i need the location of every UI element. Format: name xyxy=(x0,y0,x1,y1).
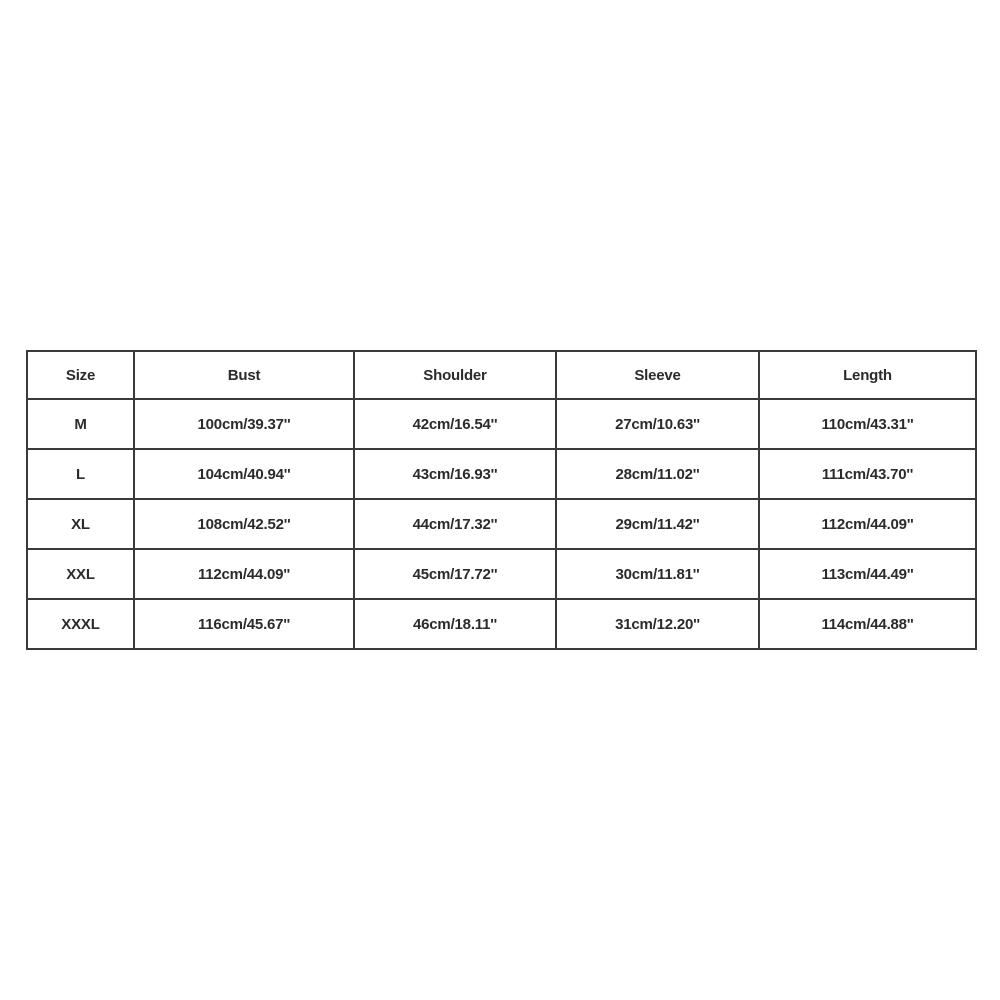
cell-sleeve: 30cm/11.81'' xyxy=(556,549,759,599)
table-row xyxy=(27,549,976,599)
cell-shoulder: 42cm/16.54'' xyxy=(354,399,556,449)
header-bust: Bust xyxy=(134,351,354,399)
header-shoulder: Shoulder xyxy=(354,351,556,399)
table-row xyxy=(27,449,976,499)
size-chart-table xyxy=(26,350,977,650)
cell-bust: 104cm/40.94'' xyxy=(134,449,354,499)
header-length: Length xyxy=(759,351,976,399)
cell-length: 112cm/44.09'' xyxy=(759,499,976,549)
cell-sleeve: 29cm/11.42'' xyxy=(556,499,759,549)
table-row xyxy=(27,399,976,449)
cell-bust: 100cm/39.37'' xyxy=(134,399,354,449)
cell-length: 110cm/43.31'' xyxy=(759,399,976,449)
table-row xyxy=(27,499,976,549)
cell-shoulder: 46cm/18.11'' xyxy=(354,599,556,649)
header-size: Size xyxy=(27,351,134,399)
cell-length: 113cm/44.49'' xyxy=(759,549,976,599)
cell-shoulder: 43cm/16.93'' xyxy=(354,449,556,499)
cell-sleeve: 27cm/10.63'' xyxy=(556,399,759,449)
cell-size: XXL xyxy=(27,549,134,599)
header-sleeve: Sleeve xyxy=(556,351,759,399)
cell-bust: 116cm/45.67'' xyxy=(134,599,354,649)
cell-shoulder: 45cm/17.72'' xyxy=(354,549,556,599)
cell-bust: 112cm/44.09'' xyxy=(134,549,354,599)
cell-bust: 108cm/42.52'' xyxy=(134,499,354,549)
cell-length: 111cm/43.70'' xyxy=(759,449,976,499)
table-row xyxy=(27,599,976,649)
table-header-row xyxy=(27,351,976,399)
cell-size: L xyxy=(27,449,134,499)
cell-size: XXXL xyxy=(27,599,134,649)
cell-sleeve: 31cm/12.20'' xyxy=(556,599,759,649)
cell-size: M xyxy=(27,399,134,449)
cell-sleeve: 28cm/11.02'' xyxy=(556,449,759,499)
cell-shoulder: 44cm/17.32'' xyxy=(354,499,556,549)
cell-size: XL xyxy=(27,499,134,549)
cell-length: 114cm/44.88'' xyxy=(759,599,976,649)
